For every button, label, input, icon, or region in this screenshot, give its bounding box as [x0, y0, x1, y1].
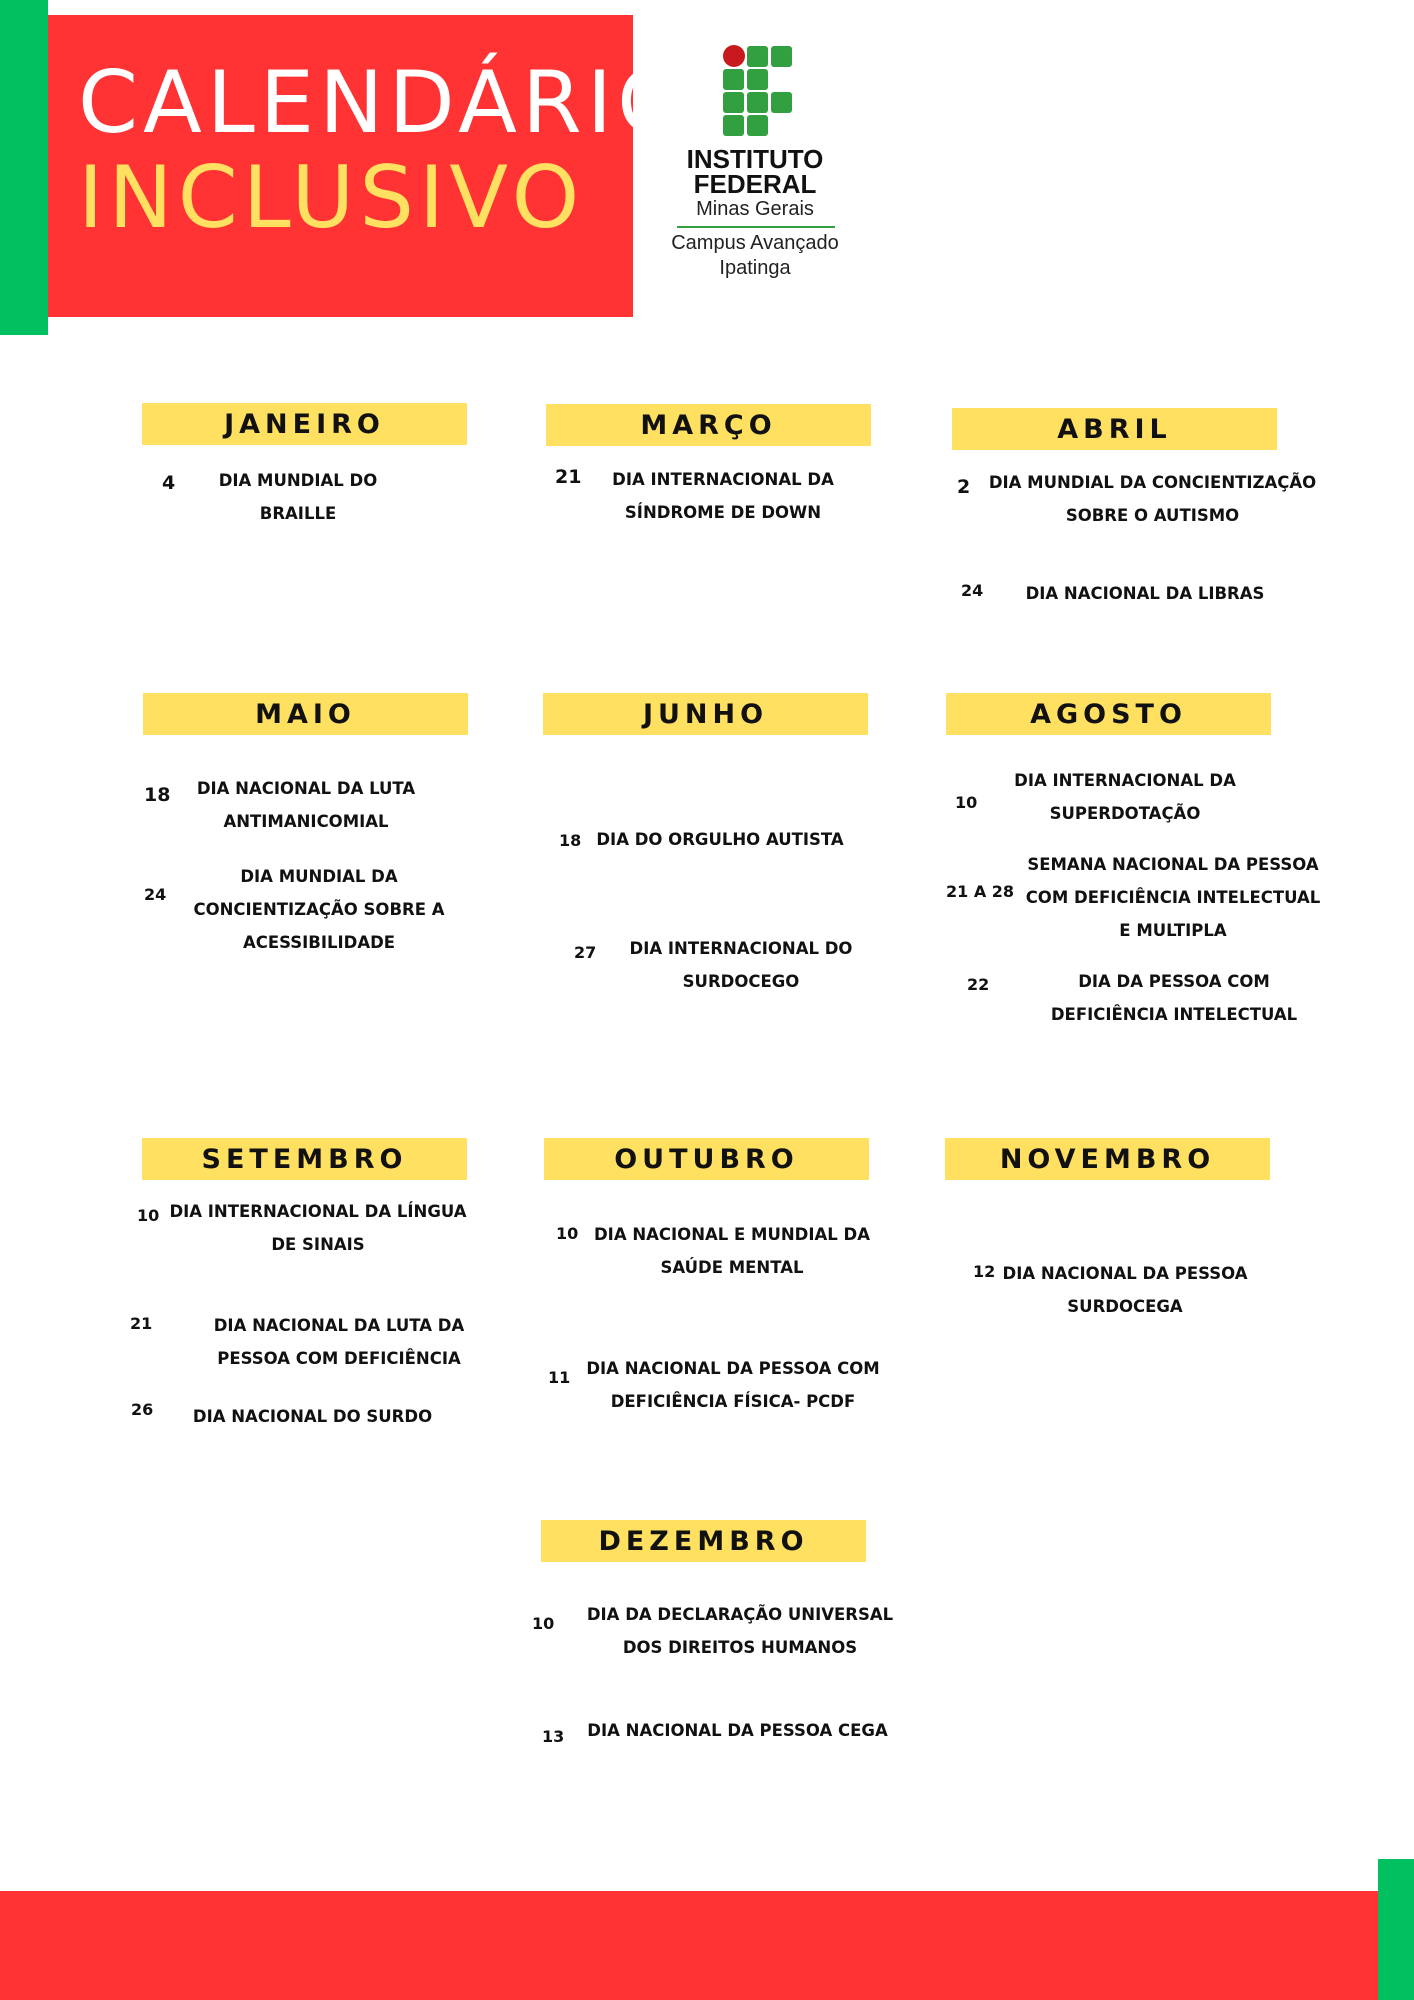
event-day: 18 [559, 831, 582, 850]
event-day: 26 [131, 1400, 154, 1419]
month-heading-marco: MARÇO [546, 404, 871, 446]
logo-text-campus: Campus Avançado [671, 232, 839, 254]
month-heading-janeiro: JANEIRO [142, 403, 467, 445]
event-day: 10 [556, 1224, 579, 1243]
event-description: DIA NACIONAL DA PESSOA CEGA [587, 1721, 888, 1740]
event-day: 21 A 28 [946, 882, 1015, 901]
event-day: 21 [130, 1314, 153, 1333]
event-day: 2 [957, 476, 971, 498]
right-green-accent-bar [1378, 1859, 1414, 2000]
event-day: 24 [961, 581, 984, 600]
event-day: 22 [967, 975, 990, 994]
month-heading-dezembro: DEZEMBRO [541, 1520, 866, 1562]
month-heading-agosto: AGOSTO [946, 693, 1271, 735]
event-day: 10 [955, 793, 978, 812]
event-day: 4 [162, 472, 176, 494]
footer-red-bar [0, 1891, 1378, 2000]
event-description: DIA DO ORGULHO AUTISTA [596, 830, 844, 849]
logo-text-federal: FEDERAL [693, 169, 817, 199]
event-description: DIA MUNDIAL DA CONCIENTIZAÇÃO SOBRE O AUTISMO [988, 473, 1317, 525]
event-day: 18 [144, 784, 171, 806]
event-description: SEMANA NACIONAL DA PESSOA COM DEFICIÊNCIA INTELECTUAL E MULTIPLA [1025, 855, 1321, 940]
event-day: 11 [548, 1368, 571, 1387]
event-description: DIA NACIONAL DA LIBRAS [1025, 584, 1265, 603]
event-description: DIA NACIONAL DA PESSOA COM DEFICIÊNCIA FÍSICA- PCDF [586, 1359, 880, 1411]
event-description: DIA NACIONAL DO SURDO [192, 1407, 433, 1426]
month-heading-abril: ABRIL [952, 408, 1277, 450]
month-heading-junho: JUNHO [543, 693, 868, 735]
left-green-accent-bar [0, 0, 48, 335]
logo-text-state: Minas Gerais [696, 198, 814, 220]
event-description: DIA INTERNACIONAL DA SÍNDROME DE DOWN [612, 470, 834, 522]
institute-logo-mark-icon [723, 40, 803, 140]
event-description: DIA MUNDIAL DA CONCIENTIZAÇÃO SOBRE A ACESSIBILIDADE [193, 867, 445, 952]
event-day: 12 [973, 1262, 996, 1281]
event-description: DIA NACIONAL DA PESSOA SURDOCEGA [1002, 1264, 1248, 1316]
title-line-2: INCLUSIVO [78, 148, 585, 248]
event-description: DIA NACIONAL E MUNDIAL DA SAÚDE MENTAL [593, 1225, 870, 1277]
month-heading-outubro: OUTUBRO [544, 1138, 869, 1180]
event-day: 27 [574, 943, 597, 962]
month-heading-setembro: SETEMBRO [142, 1138, 467, 1180]
logo-text-city: Ipatinga [719, 257, 791, 279]
event-description: DIA MUNDIAL DO BRAILLE [218, 471, 378, 523]
event-description: DIA INTERNACIONAL DA SUPERDOTAÇÃO [1014, 771, 1236, 823]
event-day: 24 [144, 885, 167, 904]
title-banner [48, 15, 690, 317]
logo-text-instituto: INSTITUTO [686, 144, 824, 174]
event-day: 10 [532, 1614, 555, 1633]
title-line-1: CALENDÁRIO [78, 53, 690, 153]
event-description: DIA DA DECLARAÇÃO UNIVERSAL DOS DIREITOS HUMANOS [586, 1605, 894, 1657]
event-description: DIA NACIONAL DA LUTA DA PESSOA COM DEFICIÊNCIA [213, 1316, 465, 1368]
event-description: DIA INTERNACIONAL DA LÍNGUA DE SINAIS [169, 1202, 467, 1254]
event-day: 21 [555, 466, 582, 488]
month-heading-maio: MAIO [143, 693, 468, 735]
event-description: DIA DA PESSOA COM DEFICIÊNCIA INTELECTUAL [1050, 972, 1298, 1024]
institute-logo [660, 40, 850, 290]
event-description: DIA NACIONAL DA LUTA ANTIMANICOMIAL [196, 779, 416, 831]
event-day: 10 [137, 1206, 160, 1225]
event-description: DIA INTERNACIONAL DO SURDOCEGO [629, 939, 853, 991]
logo-divider [677, 226, 835, 228]
event-day: 13 [542, 1727, 565, 1746]
month-heading-novembro: NOVEMBRO [945, 1138, 1270, 1180]
